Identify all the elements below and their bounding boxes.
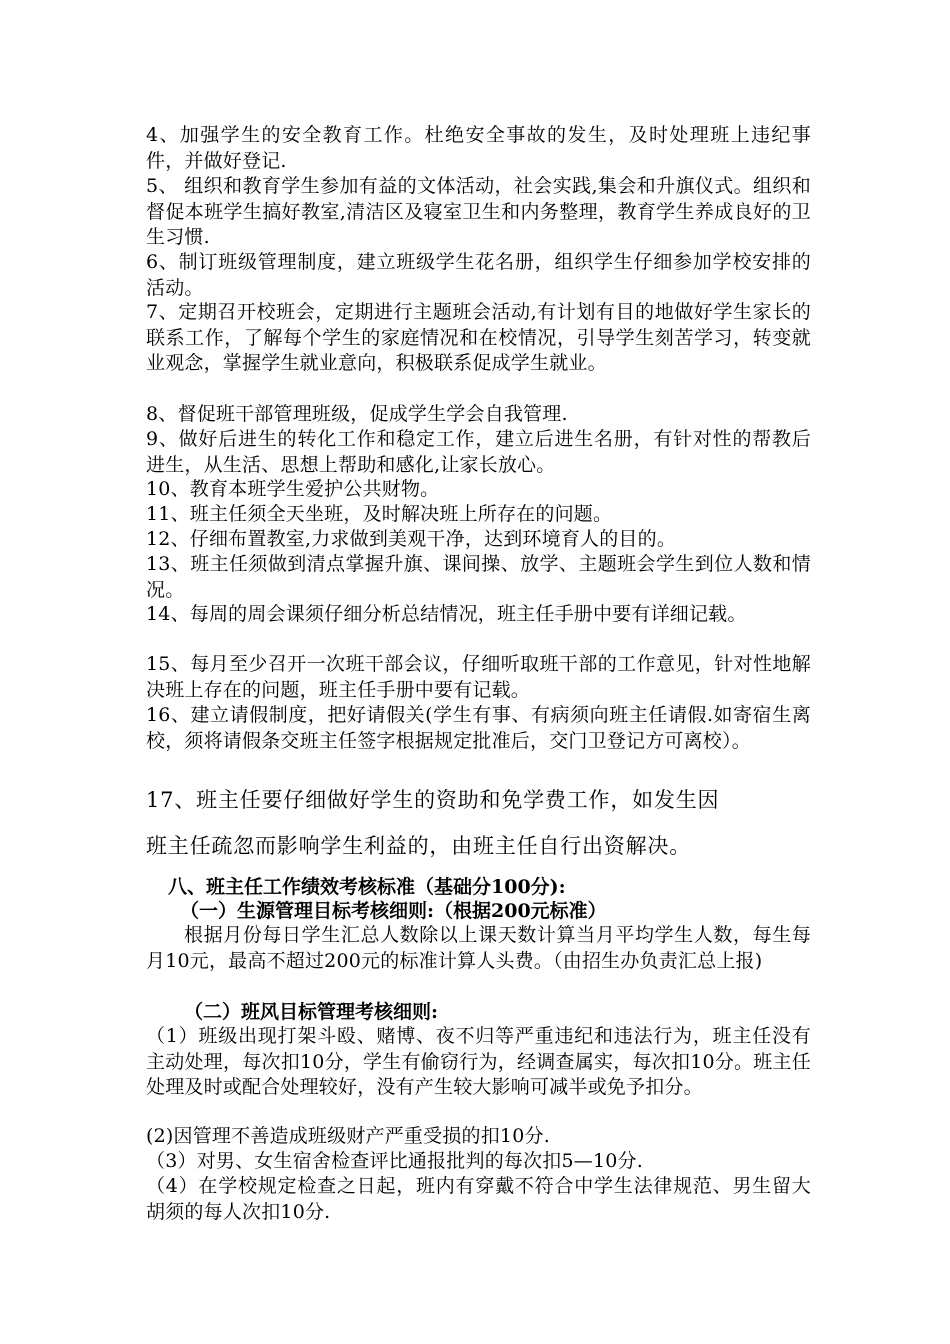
item-14: 14、每周的周会课须仔细分析总结情况，班主任手册中要有详细记载。 bbox=[146, 603, 747, 625]
subsection-1-body: 根据月份每日学生汇总人数除以上课天数计算当月平均学生人数，每生每月10元，最高不超过200元的标准计算人头费。（由招生办负责汇总上报) bbox=[146, 924, 811, 972]
item-8: 8、督促班干部管理班级，促成学生学会自我管理. bbox=[146, 403, 568, 425]
item-5: 5、 组织和教育学生参加有益的文体活动，社会实践,集会和升旗仪式。组织和督促本班学生搞好教室,清洁区及寝室卫生和内务整理，教育学生养成良好的卫生习惯. bbox=[146, 175, 811, 249]
item-4: 4、加强学生的安全教育工作。杜绝安全事故的发生，及时处理班上违纪事件，并做好登记. bbox=[146, 124, 811, 172]
item-17-line-2: 班主任疏忽而影响学生利益的，由班主任自行出资解决。 bbox=[146, 834, 691, 858]
rule-2: (2)因管理不善造成班级财产严重受损的扣10分. bbox=[146, 1125, 550, 1147]
item-17-line-1: 17、班主任要仔细做好学生的资助和免学费工作，如发生因 bbox=[146, 788, 720, 812]
rule-4: （4）在学校规定检查之日起，班内有穿戴不符合中学生法律规范、男生留大胡须的每人次扣10分. bbox=[146, 1175, 811, 1223]
item-16: 16、建立请假制度，把好请假关(学生有事、有病须向班主任请假.如寄宿生离校，须将请假条交班主任签字根据规定批准后，交门卫登记方可离校）。 bbox=[146, 704, 811, 752]
subsection-2-heading: （二）班风目标管理考核细则: bbox=[184, 1001, 439, 1023]
section-8-heading: 八、班主任工作绩效考核标准（基础分100分): bbox=[168, 876, 566, 898]
item-7: 7、定期召开校班会，定期进行主题班会活动,有计划有目的地做好学生家长的联系工作，了解每个学生的家庭情况和在校情况，引导学生刻苦学习，转变就业观念，掌握学生就业意向，积极联系促成学生就业。 bbox=[146, 301, 811, 375]
rule-1: （1）班级出现打架斗殴、赌博、夜不归等严重违纪和违法行为，班主任没有主动处理，每次扣10分，学生有偷窃行为，经调查属实，每次扣10分。班主任处理及时或配合处理较好，没有产生较大影响可减半或免予扣分。 bbox=[146, 1025, 811, 1099]
item-6: 6、制订班级管理制度，建立班级学生花名册，组织学生仔细参加学校安排的活动。 bbox=[146, 251, 811, 299]
subsection-1-heading: （一）生源管理目标考核细则:（根据200元标准） bbox=[180, 900, 607, 922]
item-10: 10、教育本班学生爱护公共财物。 bbox=[146, 478, 440, 500]
item-9: 9、做好后进生的转化工作和稳定工作，建立后进生名册，有针对性的帮教后进生，从生活、思想上帮助和感化,让家长放心。 bbox=[146, 428, 811, 476]
rule-3: （3）对男、女生宿舍检查评比通报批判的每次扣5—10分. bbox=[146, 1150, 643, 1172]
item-11: 11、班主任须全天坐班，及时解决班上所存在的问题。 bbox=[146, 503, 613, 525]
item-12: 12、仔细布置教室,力求做到美观干净，达到环境育人的目的。 bbox=[146, 528, 677, 550]
item-13: 13、班主任须做到清点掌握升旗、课间操、放学、主题班会学生到位人数和情况。 bbox=[146, 553, 811, 601]
item-15: 15、每月至少召开一次班干部会议，仔细听取班干部的工作意见，针对性地解决班上存在的问题，班主任手册中要有记载。 bbox=[146, 653, 811, 701]
